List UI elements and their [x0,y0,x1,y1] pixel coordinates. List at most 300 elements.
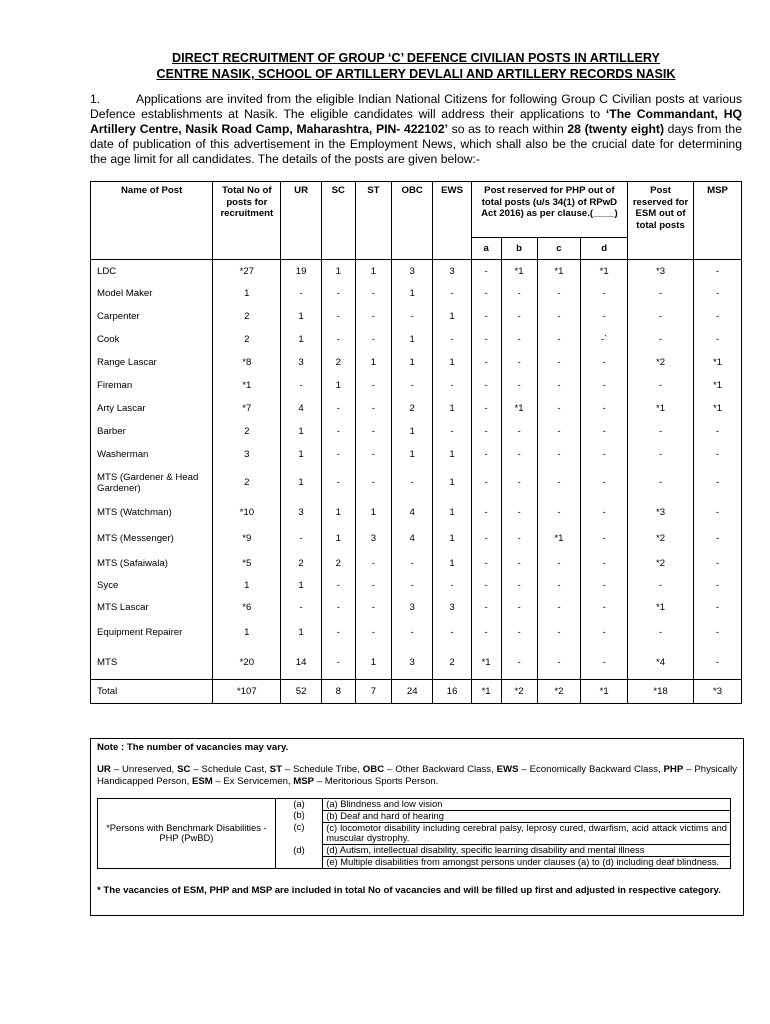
intro-text-c: days from the date of publication of this advertisement in the Employment News, which shall also be the crucial date for determining the age limit for all candidates. The details of the posts are given below:- [90,121,742,166]
table-row [91,596,742,620]
cell-d: - [581,398,628,421]
abbr-term: EWS [496,764,519,775]
cell-st: 1 [355,352,391,375]
header-php-d: d [581,238,628,260]
cell-obc: 2 [391,398,432,421]
header-msp: MSP [694,182,742,260]
cell-sc: 8 [321,680,355,704]
cell-ews: 1 [433,352,471,375]
cell-obc: 1 [391,444,432,467]
cell-b: - [501,375,537,398]
cell-d: - [581,306,628,329]
cell-esm: - [628,467,694,500]
cell-b: - [501,467,537,500]
php-table-body [98,799,731,869]
cell-a: - [471,620,501,646]
header-php: Post reserved for PHP out of total posts (u/s 34(1) of RPwD Act 2016) as per clause.(____) [471,182,627,238]
page-title [90,50,742,82]
cell-st: - [355,576,391,596]
cell-a: *1 [471,680,501,704]
cell-ews: 16 [433,680,471,704]
table-row [91,352,742,375]
title-line-1: DIRECT RECRUITMENT OF GROUP ‘C’ DEFENCE CIVILIAN POSTS IN ARTILLERY [172,51,660,65]
cell-c: - [537,306,581,329]
cell-name: Barber [91,421,213,444]
cell-sc: - [321,596,355,620]
cell-a: - [471,596,501,620]
cell-obc: 3 [391,596,432,620]
cell-a: - [471,421,501,444]
cell-a: - [471,398,501,421]
abbr-meaning: – Schedule Cast, [190,764,270,775]
cell-a: - [471,283,501,306]
cell-ur: 1 [281,329,321,352]
php-description: (c) locomotor disability including cerebral palsy, leprosy cured, dwarfism, acid attack victims and muscular dystrophy. [323,822,731,845]
cell-name: Model Maker [91,283,213,306]
cell-a: - [471,576,501,596]
cell-sc: - [321,444,355,467]
cell-total: *107 [213,680,281,704]
cell-esm: *2 [628,526,694,552]
cell-ews: 1 [433,398,471,421]
table-row [91,260,742,283]
cell-obc: 24 [391,680,432,704]
header-ews: EWS [433,182,471,260]
table-row [91,646,742,680]
cell-b: - [501,306,537,329]
cell-total: *1 [213,375,281,398]
abbreviation-list [97,764,737,788]
table-total-row [91,680,742,704]
vacancy-table-body [91,260,742,704]
header-php-b: b [501,238,537,260]
cell-obc: 1 [391,329,432,352]
cell-c: - [537,283,581,306]
cell-obc: 1 [391,283,432,306]
cell-name: Syce [91,576,213,596]
cell-b: - [501,646,537,680]
cell-obc: 1 [391,352,432,375]
cell-esm: - [628,306,694,329]
cell-d: - [581,552,628,576]
abbr-term: MSP [293,776,315,787]
cell-total: 1 [213,576,281,596]
cell-esm: - [628,375,694,398]
cell-obc: - [391,306,432,329]
cell-msp: - [694,421,742,444]
abbr-term: UR [97,764,111,775]
cell-c: - [537,375,581,398]
cell-obc: - [391,576,432,596]
cell-a: - [471,352,501,375]
cell-total: *8 [213,352,281,375]
cell-msp: *1 [694,375,742,398]
cell-d: - [581,576,628,596]
cell-c: - [537,500,581,526]
cell-sc: - [321,467,355,500]
cell-a: - [471,375,501,398]
table-row [91,576,742,596]
paragraph-number: 1. [90,92,101,106]
cell-b: - [501,596,537,620]
header-sc: SC [321,182,355,260]
cell-name: LDC [91,260,213,283]
cell-a: - [471,500,501,526]
cell-b: - [501,500,537,526]
cell-st: 3 [355,526,391,552]
cell-st: - [355,620,391,646]
cell-ews: 3 [433,596,471,620]
cell-obc: 3 [391,260,432,283]
php-label: *Persons with Benchmark Disabilities - PHP (PwBD) [98,799,276,869]
table-row [91,375,742,398]
cell-ews: 1 [433,467,471,500]
cell-st: 7 [355,680,391,704]
days-text: 28 (twenty eight) [567,121,665,136]
cell-c: - [537,576,581,596]
title-line-2: CENTRE NASIK, SCHOOL OF ARTILLERY DEVLALI AND ARTILLERY RECORDS NASIK [156,67,676,81]
cell-esm: *2 [628,352,694,375]
cell-ews: 1 [433,526,471,552]
cell-a: *1 [471,646,501,680]
cell-esm: - [628,329,694,352]
cell-ews: - [433,283,471,306]
cell-ur: 52 [281,680,321,704]
cell-msp: - [694,596,742,620]
cell-d: - [581,526,628,552]
abbr-meaning: – Unreserved, [110,764,178,775]
cell-esm: *18 [628,680,694,704]
cell-sc: 1 [321,526,355,552]
cell-msp: - [694,283,742,306]
cell-ews: 1 [433,306,471,329]
header-total-posts: Total No of posts for recruitment [213,182,281,260]
cell-st: - [355,421,391,444]
cell-ur: 1 [281,444,321,467]
cell-total: *7 [213,398,281,421]
address-text: ‘The Commandant, HQ Artillery Centre, Nasik Road Camp, Maharashtra, PIN- 422102’ [90,106,742,136]
cell-st: - [355,306,391,329]
cell-st: - [355,283,391,306]
footnote: * The vacancies of ESM, PHP and MSP are included in total No of vacancies and will be filled up first and adjusted in respective category. [97,885,721,896]
cell-a: - [471,552,501,576]
cell-total: *27 [213,260,281,283]
cell-ur: 3 [281,352,321,375]
cell-sc: 2 [321,552,355,576]
header-obc: OBC [391,182,432,260]
cell-d: *1 [581,260,628,283]
table-row [91,620,742,646]
cell-esm: - [628,576,694,596]
cell-b: - [501,352,537,375]
cell-d: - [581,444,628,467]
cell-esm: *3 [628,260,694,283]
cell-a: - [471,467,501,500]
cell-ur: 1 [281,576,321,596]
cell-esm: *2 [628,552,694,576]
abbr-meaning: – Other Backward Class, [384,764,497,775]
cell-sc: - [321,646,355,680]
cell-name: Washerman [91,444,213,467]
cell-c: - [537,620,581,646]
cell-st: 1 [355,500,391,526]
php-description: (e) Multiple disabilities from amongst persons under clauses (a) to (d) including deaf blindness. [323,856,731,868]
intro-text-b: so as to reach within [448,121,568,136]
cell-b: - [501,620,537,646]
cell-sc: 1 [321,260,355,283]
php-code [275,856,322,868]
cell-msp: *3 [694,680,742,704]
cell-name: MTS (Gardener & Head Gardener) [91,467,213,500]
cell-ews: - [433,375,471,398]
php-description: (d) Autism, intellectual disability, specific learning disability and mental illness [323,845,731,857]
cell-st: - [355,552,391,576]
cell-ur: 1 [281,306,321,329]
cell-sc: 2 [321,352,355,375]
cell-c: *2 [537,680,581,704]
cell-name: Carpenter [91,306,213,329]
cell-ur: - [281,596,321,620]
cell-msp: - [694,552,742,576]
cell-ews: 1 [433,552,471,576]
cell-esm: *3 [628,500,694,526]
cell-b: *1 [501,398,537,421]
note-box [90,738,744,916]
header-name-of-post: Name of Post [91,182,213,260]
php-table [97,798,731,869]
cell-sc: - [321,283,355,306]
cell-name: Range Lascar [91,352,213,375]
cell-a: - [471,444,501,467]
php-description: (a) Blindness and low vision [323,799,731,811]
cell-b: - [501,283,537,306]
abbr-meaning: – Physically Handicapped Person, [97,764,737,787]
cell-total: 2 [213,467,281,500]
cell-st: 1 [355,646,391,680]
cell-a: - [471,526,501,552]
cell-sc: - [321,620,355,646]
abbr-meaning: – Ex Servicemen, [212,776,294,787]
cell-name: MTS (Watchman) [91,500,213,526]
cell-c: *1 [537,260,581,283]
abbr-term: PHP [663,764,684,775]
cell-st: - [355,596,391,620]
cell-sc: 1 [321,500,355,526]
cell-esm: *1 [628,596,694,620]
intro-text-a: Applications are invited from the eligible Indian National Citizens for following Group C Civilian posts at various Defence establishments at Nasik. The eligible candidates will address their applications to [90,92,742,121]
cell-ur: 19 [281,260,321,283]
cell-ur: 3 [281,500,321,526]
php-code: (b) [275,810,322,822]
cell-total: *5 [213,552,281,576]
cell-esm: - [628,620,694,646]
cell-ews: - [433,620,471,646]
cell-ews: 3 [433,260,471,283]
cell-b: - [501,576,537,596]
cell-total: *9 [213,526,281,552]
cell-name: Arty Lascar [91,398,213,421]
header-esm: Post reserved for ESM out of total posts [628,182,694,260]
cell-d: - [581,352,628,375]
intro-paragraph [90,92,742,167]
cell-c: - [537,596,581,620]
cell-c: - [537,467,581,500]
cell-d: - [581,646,628,680]
cell-c: - [537,352,581,375]
abbr-term: ESM [191,776,213,787]
cell-d: - [581,467,628,500]
cell-name: Equipment Repairer [91,620,213,646]
cell-st: - [355,329,391,352]
cell-a: - [471,260,501,283]
cell-total: *10 [213,500,281,526]
table-row [91,306,742,329]
cell-sc: - [321,306,355,329]
cell-msp: - [694,576,742,596]
cell-sc: - [321,329,355,352]
cell-name: Total [91,680,213,704]
vacancy-table [90,181,742,704]
cell-obc: 3 [391,646,432,680]
php-code: (a) [275,799,322,811]
cell-obc: - [391,467,432,500]
cell-ur: 2 [281,552,321,576]
table-row [91,398,742,421]
cell-b: - [501,329,537,352]
cell-ur: 1 [281,421,321,444]
note-heading: Note : The number of vacancies may vary. [97,742,289,753]
abbr-meaning: – Schedule Tribe, [281,764,363,775]
cell-msp: - [694,620,742,646]
cell-c: - [537,552,581,576]
cell-name: MTS (Safaiwala) [91,552,213,576]
cell-c: - [537,444,581,467]
table-row [91,421,742,444]
cell-name: Cook [91,329,213,352]
cell-ews: - [433,329,471,352]
php-code: (d) [275,845,322,857]
cell-ews: - [433,576,471,596]
cell-d: - [581,620,628,646]
table-row [91,283,742,306]
cell-sc: 1 [321,375,355,398]
cell-ews: 2 [433,646,471,680]
cell-total: 1 [213,620,281,646]
cell-d: - [581,283,628,306]
header-php-a: a [471,238,501,260]
cell-st: - [355,398,391,421]
cell-obc: - [391,620,432,646]
cell-ur: - [281,283,321,306]
cell-b: - [501,421,537,444]
cell-name: MTS (Messenger) [91,526,213,552]
php-description: (b) Deaf and hard of hearing [323,810,731,822]
cell-name: MTS [91,646,213,680]
cell-ur: - [281,526,321,552]
php-row [98,799,731,811]
cell-msp: - [694,467,742,500]
cell-msp: *1 [694,398,742,421]
php-code: (c) [275,822,322,845]
cell-msp: - [694,646,742,680]
table-row [91,552,742,576]
cell-name: MTS Lascar [91,596,213,620]
table-row [91,329,742,352]
cell-st: - [355,375,391,398]
cell-st: 1 [355,260,391,283]
cell-total: 2 [213,329,281,352]
cell-d: -` [581,329,628,352]
cell-sc: - [321,421,355,444]
cell-total: 3 [213,444,281,467]
cell-msp: - [694,260,742,283]
cell-b: - [501,552,537,576]
cell-obc: - [391,552,432,576]
table-row [91,444,742,467]
cell-total: *6 [213,596,281,620]
cell-esm: *4 [628,646,694,680]
cell-ur: 4 [281,398,321,421]
cell-d: *1 [581,680,628,704]
cell-d: - [581,500,628,526]
cell-msp: - [694,526,742,552]
header-php-c: c [537,238,581,260]
cell-obc: 4 [391,500,432,526]
cell-ews: - [433,421,471,444]
cell-st: - [355,467,391,500]
cell-d: - [581,596,628,620]
cell-ews: 1 [433,444,471,467]
cell-a: - [471,329,501,352]
cell-obc: - [391,375,432,398]
cell-c: - [537,421,581,444]
cell-esm: *1 [628,398,694,421]
cell-msp: - [694,306,742,329]
cell-ews: 1 [433,500,471,526]
cell-st: - [355,444,391,467]
cell-ur: 1 [281,467,321,500]
abbr-term: OBC [362,764,385,775]
cell-msp: - [694,444,742,467]
cell-name: Fireman [91,375,213,398]
table-row [91,526,742,552]
cell-total: 2 [213,421,281,444]
cell-esm: - [628,283,694,306]
cell-c: *1 [537,526,581,552]
cell-c: - [537,398,581,421]
cell-d: - [581,375,628,398]
table-row [91,467,742,500]
cell-msp: - [694,329,742,352]
abbr-meaning: – Economically Backward Class, [518,764,664,775]
cell-esm: - [628,444,694,467]
cell-b: *2 [501,680,537,704]
abbr-meaning: – Meritorious Sports Person. [314,776,439,787]
cell-a: - [471,306,501,329]
cell-ur: 1 [281,620,321,646]
cell-total: 1 [213,283,281,306]
cell-obc: 1 [391,421,432,444]
cell-c: - [537,329,581,352]
cell-b: *1 [501,260,537,283]
cell-msp: - [694,500,742,526]
abbr-term: SC [177,764,191,775]
cell-b: - [501,444,537,467]
header-st: ST [355,182,391,260]
abbr-term: ST [269,764,282,775]
cell-sc: - [321,576,355,596]
cell-b: - [501,526,537,552]
